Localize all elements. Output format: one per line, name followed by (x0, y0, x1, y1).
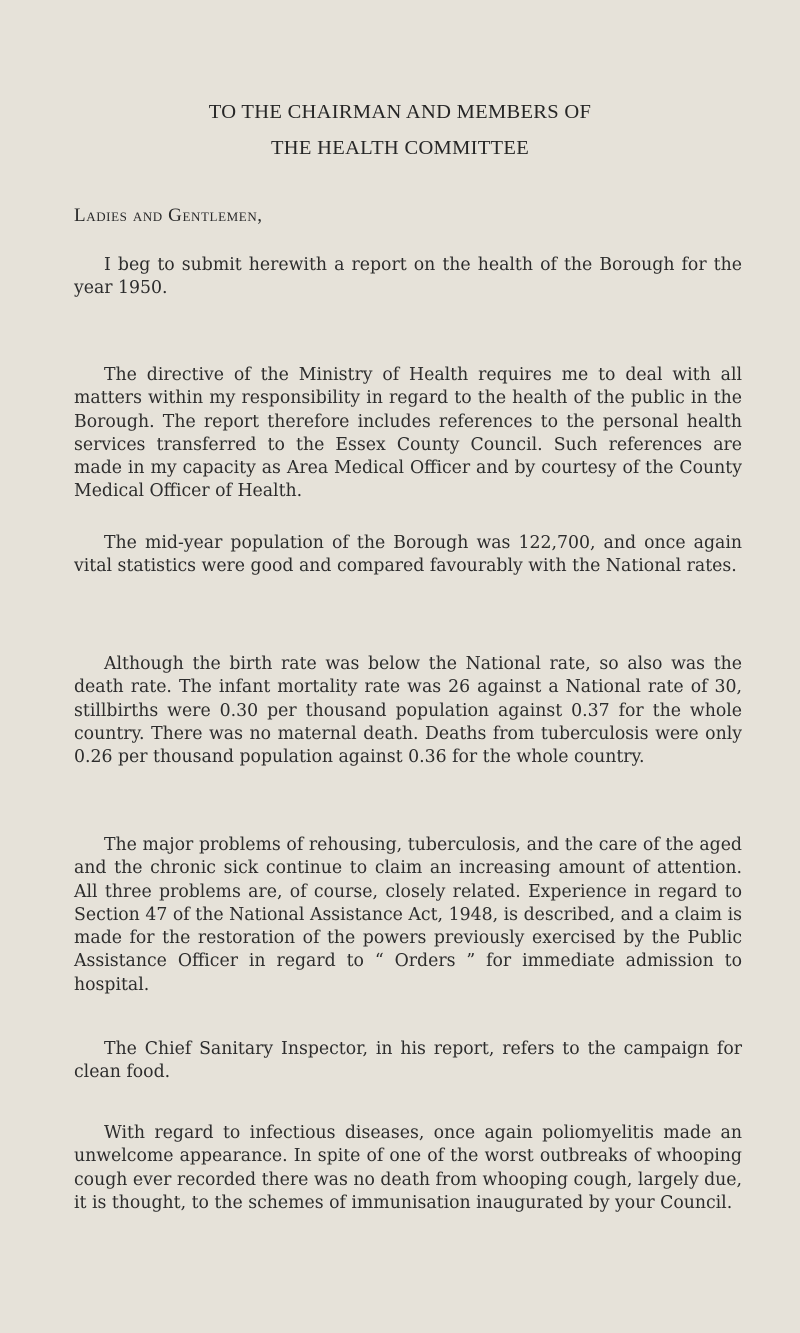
paragraph-sanitary-inspector: The Chief Sanitary Inspector, in his report, refers to the campaign for clean food. (74, 1039, 742, 1083)
paragraph-vital-statistics: Although the birth rate was below the National rate, so also was the death rate. The infant mortality rate was 26 against a National rate of 30, stillbirths were 0.30 per thousand population against 0.37 for the whole country. There was no maternal death. Deaths from tuberculosis were only 0.26 per thousand population against 0.36 for the whole country. (74, 654, 742, 768)
paragraph-population: The mid-year population of the Borough was 122,700, and once again vital statistics were good and compared favourably with the National rates. (74, 533, 742, 577)
paragraph-ministry-directive: The directive of the Ministry of Health requires me to deal with all matters within my responsibility in regard to the health of the public in the Borough. The report therefore includes references to the personal health services transferred to the Essex County Council. Such references are made in my capacity as Area Medical Officer and by courtesy of the County Medical Officer of Health. (74, 365, 742, 502)
paragraph-submission: I beg to submit herewith a report on the health of the Borough for the year 1950. (74, 255, 742, 299)
heading-line-2: THE HEALTH COMMITTEE (270, 137, 530, 159)
salutation: Ladies and Gentlemen, (74, 205, 263, 226)
heading-line-1: TO THE CHAIRMAN AND MEMBERS OF (208, 101, 592, 123)
paragraph-major-problems: The major problems of rehousing, tuberculosis, and the care of the aged and the chronic sick continue to claim an increasing amount of attention. All three problems are, of course, closely related. Experience in regard to Section 47 of the National Assistance Act, 1948, is described, and a claim is made for the restoration of the powers previously exercised by the Public Assistance Officer in regard to “ Orders ” for immediate admission to hospital. (74, 835, 742, 995)
paragraph-infectious-diseases: With regard to infectious diseases, once again poliomyelitis made an unwelcome appearance. In spite of one of the worst outbreaks of whooping cough ever recorded there was no death from whooping cough, largely due, it is thought, to the schemes of immunisation inaugurated by your Council. (74, 1123, 742, 1213)
